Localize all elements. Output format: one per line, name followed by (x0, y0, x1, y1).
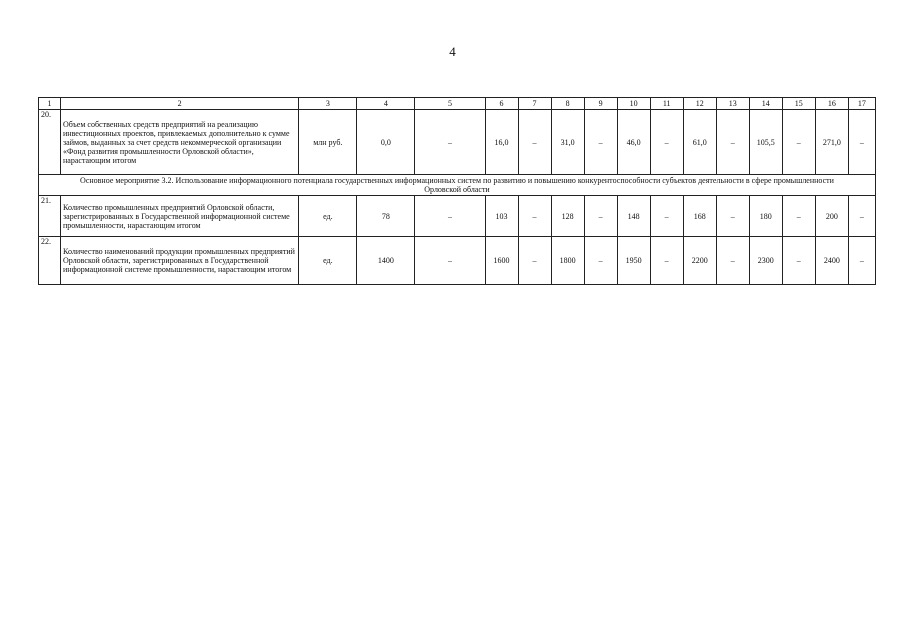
value-cell: – (584, 110, 617, 175)
column-header: 15 (782, 98, 815, 110)
column-header: 8 (551, 98, 584, 110)
value-cell: 2200 (683, 237, 716, 285)
value-cell: 61,0 (683, 110, 716, 175)
value-cell: 271,0 (815, 110, 848, 175)
value-cell: 78 (357, 196, 415, 237)
value-cell: 2400 (815, 237, 848, 285)
table-row (39, 110, 876, 175)
value-cell: – (716, 237, 749, 285)
value-cell: 148 (617, 196, 650, 237)
section-title: Основное мероприятие 3.2. Использование информационного потенциала государственных информационных систем по развитию и повышению конкурентоспособности субъектов деятельности в сфере промышленности Орловской области (39, 175, 876, 196)
value-cell: 0,0 (357, 110, 415, 175)
value-cell: – (782, 237, 815, 285)
column-header: 17 (848, 98, 875, 110)
value-cell: – (415, 110, 485, 175)
value-cell: – (848, 237, 875, 285)
indicator-name: Количество наименований продукции промышленных предприятий Орловской области, зарегистрированных в Государственной информационной системе промышленности, нарастающим итогом (61, 237, 299, 285)
value-cell: – (518, 110, 551, 175)
value-cell: 103 (485, 196, 518, 237)
column-header: 1 (39, 98, 61, 110)
column-header: 11 (650, 98, 683, 110)
table-row (39, 237, 876, 285)
value-cell: – (584, 237, 617, 285)
value-cell: 2300 (749, 237, 782, 285)
unit-cell: ед. (299, 237, 357, 285)
page-number: 4 (449, 44, 456, 59)
value-cell: 168 (683, 196, 716, 237)
value-cell: 31,0 (551, 110, 584, 175)
value-cell: – (716, 110, 749, 175)
value-cell: 16,0 (485, 110, 518, 175)
value-cell: 1400 (357, 237, 415, 285)
value-cell: 46,0 (617, 110, 650, 175)
row-number: 21. (39, 196, 61, 237)
column-header: 9 (584, 98, 617, 110)
value-cell: – (518, 196, 551, 237)
column-header: 6 (485, 98, 518, 110)
value-cell: 1800 (551, 237, 584, 285)
row-number: 20. (39, 110, 61, 175)
indicator-name: Количество промышленных предприятий Орловской области, зарегистрированных в Государственной информационной системе промышленности, нарастающим итогом (61, 196, 299, 237)
value-cell: 180 (749, 196, 782, 237)
section-row (39, 175, 876, 196)
column-header: 2 (61, 98, 299, 110)
value-cell: – (650, 110, 683, 175)
indicators-table (38, 97, 876, 285)
column-number-row (39, 98, 876, 110)
unit-cell: ед. (299, 196, 357, 237)
column-header: 13 (716, 98, 749, 110)
column-header: 14 (749, 98, 782, 110)
column-header: 3 (299, 98, 357, 110)
value-cell: – (415, 196, 485, 237)
value-cell: – (782, 196, 815, 237)
value-cell: 105,5 (749, 110, 782, 175)
value-cell: – (650, 196, 683, 237)
column-header: 5 (415, 98, 485, 110)
value-cell: – (518, 237, 551, 285)
value-cell: 1950 (617, 237, 650, 285)
column-header: 12 (683, 98, 716, 110)
indicator-name: Объем собственных средств предприятий на реализацию инвестиционных проектов, привлекаемых дополнительно к сумме займов, выданных за счет средств некоммерческой организации «Фонд развития промышленности Орловской области», нарастающим итогом (61, 110, 299, 175)
value-cell: – (782, 110, 815, 175)
value-cell: – (848, 196, 875, 237)
value-cell: 200 (815, 196, 848, 237)
table-row (39, 196, 876, 237)
column-header: 16 (815, 98, 848, 110)
value-cell: – (716, 196, 749, 237)
value-cell: 1600 (485, 237, 518, 285)
unit-cell: млн руб. (299, 110, 357, 175)
value-cell: – (584, 196, 617, 237)
column-header: 7 (518, 98, 551, 110)
row-number: 22. (39, 237, 61, 285)
value-cell: – (415, 237, 485, 285)
value-cell: – (848, 110, 875, 175)
value-cell: 128 (551, 196, 584, 237)
value-cell: – (650, 237, 683, 285)
column-header: 10 (617, 98, 650, 110)
column-header: 4 (357, 98, 415, 110)
